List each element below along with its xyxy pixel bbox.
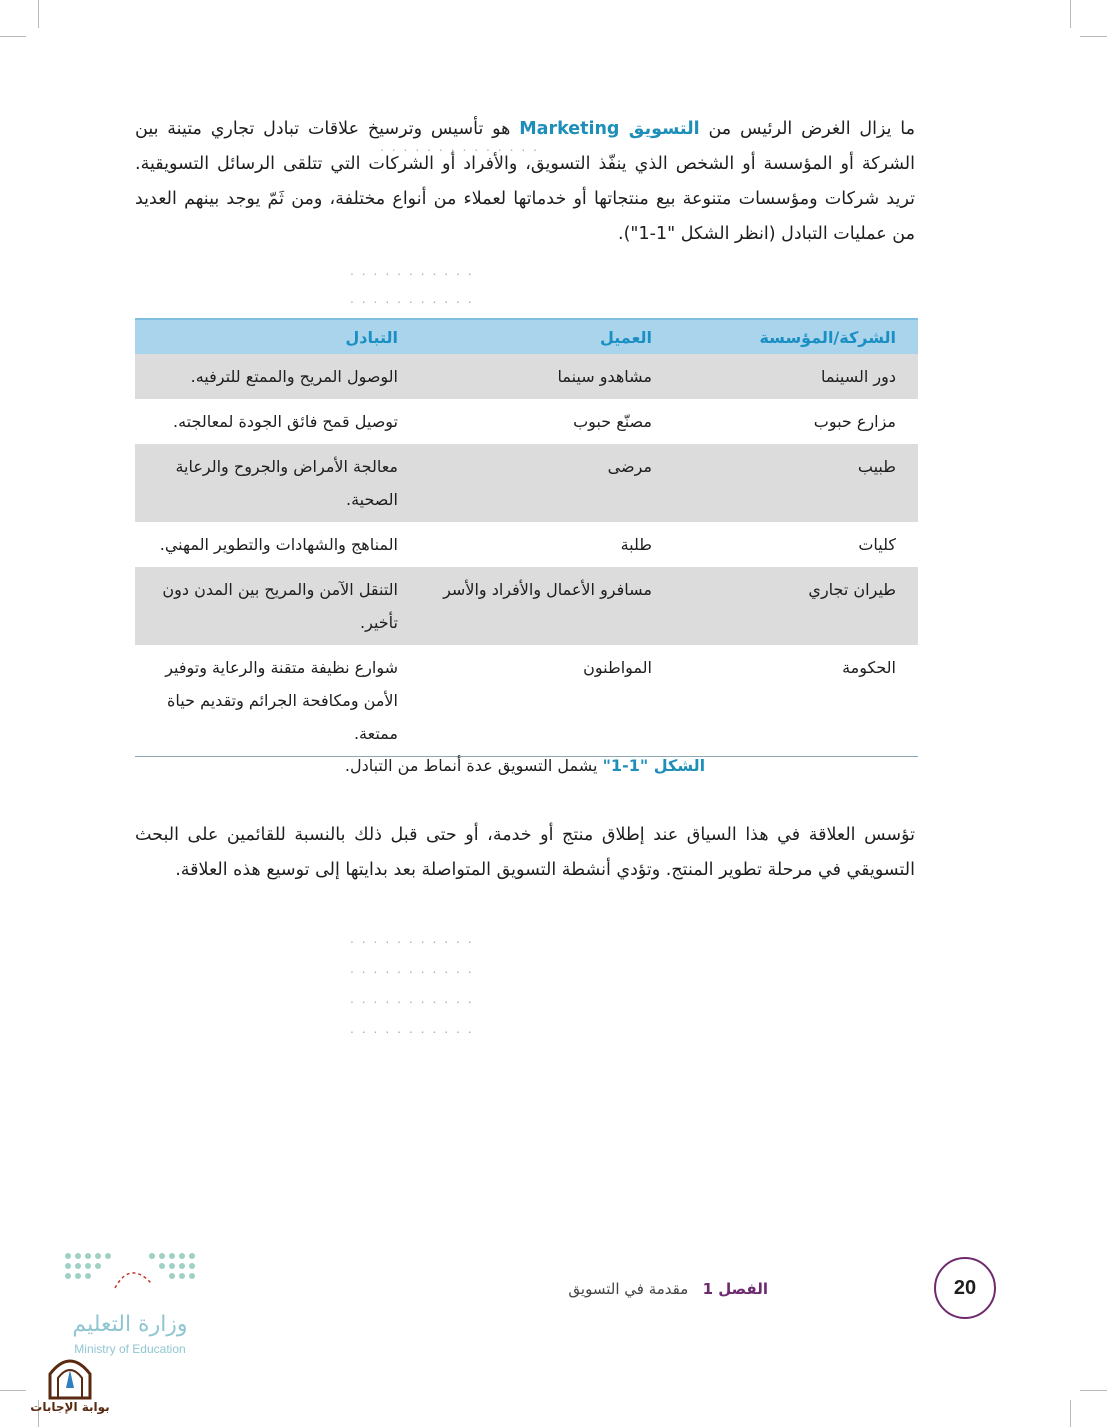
- cell-exchange: معالجة الأمراض والجروح والرعاية الصحية.: [135, 444, 420, 522]
- cell-company: كليات: [858, 535, 896, 554]
- crop-mark: [1080, 1390, 1107, 1391]
- cell-exchange: المناهج والشهادات والتطوير المهني.: [159, 535, 398, 554]
- crop-mark: [0, 36, 26, 37]
- figure-label: الشكل "1-1": [602, 756, 706, 775]
- chapter-footer: [350, 1280, 768, 1298]
- table-row: [135, 522, 918, 567]
- page-number: [934, 1257, 996, 1319]
- page-number-text: 20: [953, 1276, 977, 1299]
- cell-company: الحكومة: [674, 645, 918, 757]
- watermark-dome-icon: [30, 1348, 110, 1400]
- crop-mark: [1070, 0, 1071, 28]
- cell-company: طيران تجاري: [674, 567, 918, 645]
- exchange-table: [135, 318, 918, 757]
- ghost-text: . . . . . . . . . . .: [350, 290, 474, 306]
- ghost-text: . . . . . . . . . . .: [350, 930, 474, 946]
- table-row: [135, 645, 918, 757]
- intro-paragraph: [135, 112, 915, 252]
- ghost-text: . . . . . . . . . . .: [350, 990, 474, 1006]
- intro-text-start: ما يزال الغرض الرئيس من: [699, 119, 915, 139]
- cell-customer: مشاهدو سينما: [420, 354, 674, 399]
- cell-customer: طلبة: [620, 535, 652, 554]
- ghost-text: . . . . . . . . . . . . . .: [380, 138, 540, 154]
- cell-exchange: التنقل الآمن والمريح بين المدن دون تأخير.: [135, 567, 420, 645]
- marketing-term: التسويق Marketing: [519, 119, 700, 139]
- cell-company: طبيب: [674, 444, 918, 522]
- ghost-text: . . . . . . . . . . .: [350, 960, 474, 976]
- header-company: الشركة/المؤسسة: [674, 319, 918, 354]
- header-exchange: التبادل: [135, 319, 420, 354]
- crop-mark: [1070, 1400, 1071, 1427]
- table-row: [135, 354, 918, 399]
- ministry-name-ar: وزارة التعليم: [72, 1312, 188, 1337]
- crop-mark: [0, 1390, 26, 1391]
- cell-customer: مرضى: [420, 444, 674, 522]
- ministry-name-en: Ministry of Education: [74, 1342, 186, 1356]
- table-row: [135, 399, 918, 444]
- cell-exchange: شوارع نظيفة متقنة والرعاية وتوفير الأمن ومكافحة الجرائم وتقديم حياة ممتعة.: [135, 645, 420, 757]
- figure-caption-text: يشمل التسويق عدة أنماط من التبادل.: [344, 756, 603, 775]
- figure-caption: [135, 756, 915, 775]
- crop-mark: [38, 0, 39, 28]
- cell-customer: مصنّع حبوب: [573, 412, 652, 431]
- cell-company: دور السينما: [674, 354, 918, 399]
- chapter-number: الفصل 1: [702, 1280, 768, 1298]
- table-row: [135, 444, 918, 522]
- watermark: [30, 1348, 110, 1424]
- cell-company: مزارع حبوب: [813, 412, 896, 431]
- crop-mark: [1080, 36, 1107, 37]
- watermark-text: بوابة الإجابات: [30, 1400, 110, 1414]
- cell-customer: مسافرو الأعمال والأفراد والأسر: [420, 567, 674, 645]
- ghost-text: . . . . . . . . . . .: [350, 262, 474, 278]
- cell-customer: المواطنون: [420, 645, 674, 757]
- table-header-row: [135, 319, 918, 354]
- cell-exchange: توصيل قمح فائق الجودة لمعالجته.: [173, 412, 398, 431]
- header-customer: العميل: [420, 319, 674, 354]
- second-paragraph: تؤسس العلاقة في هذا السياق عند إطلاق منتج أو خدمة، أو حتى قبل ذلك بالنسبة للقائمين على البحث التسويقي في مرحلة تطوير المنتج. وتؤدي أنشطة التسويق المتواصلة بعد بدايتها إلى توسيع هذه العلاقة.: [135, 825, 915, 880]
- table-row: [135, 567, 918, 645]
- ghost-text: . . . . . . . . . . .: [350, 1020, 474, 1036]
- cell-exchange: الوصول المريح والممتع للترفيه.: [135, 354, 420, 399]
- ministry-dots-icon: [60, 1250, 200, 1310]
- intro-text-rest: هو تأسيس وترسيخ علاقات تبادل تجاري متينة بين الشركة أو المؤسسة أو الشخص الذي ينفّذ التسويق، والأفراد أو الشركات التي تتلقى الرسائل التسويقية. تريد شركات ومؤسسات متنوعة بيع منتجاتها أو خدماتها لعملاء من أنواع مختلفة، ومن ثَمّ يوجد بينهم العديد من عمليات التبادل (انظر الشكل "1-1").: [135, 119, 915, 244]
- chapter-title: مقدمة في التسويق: [568, 1280, 689, 1298]
